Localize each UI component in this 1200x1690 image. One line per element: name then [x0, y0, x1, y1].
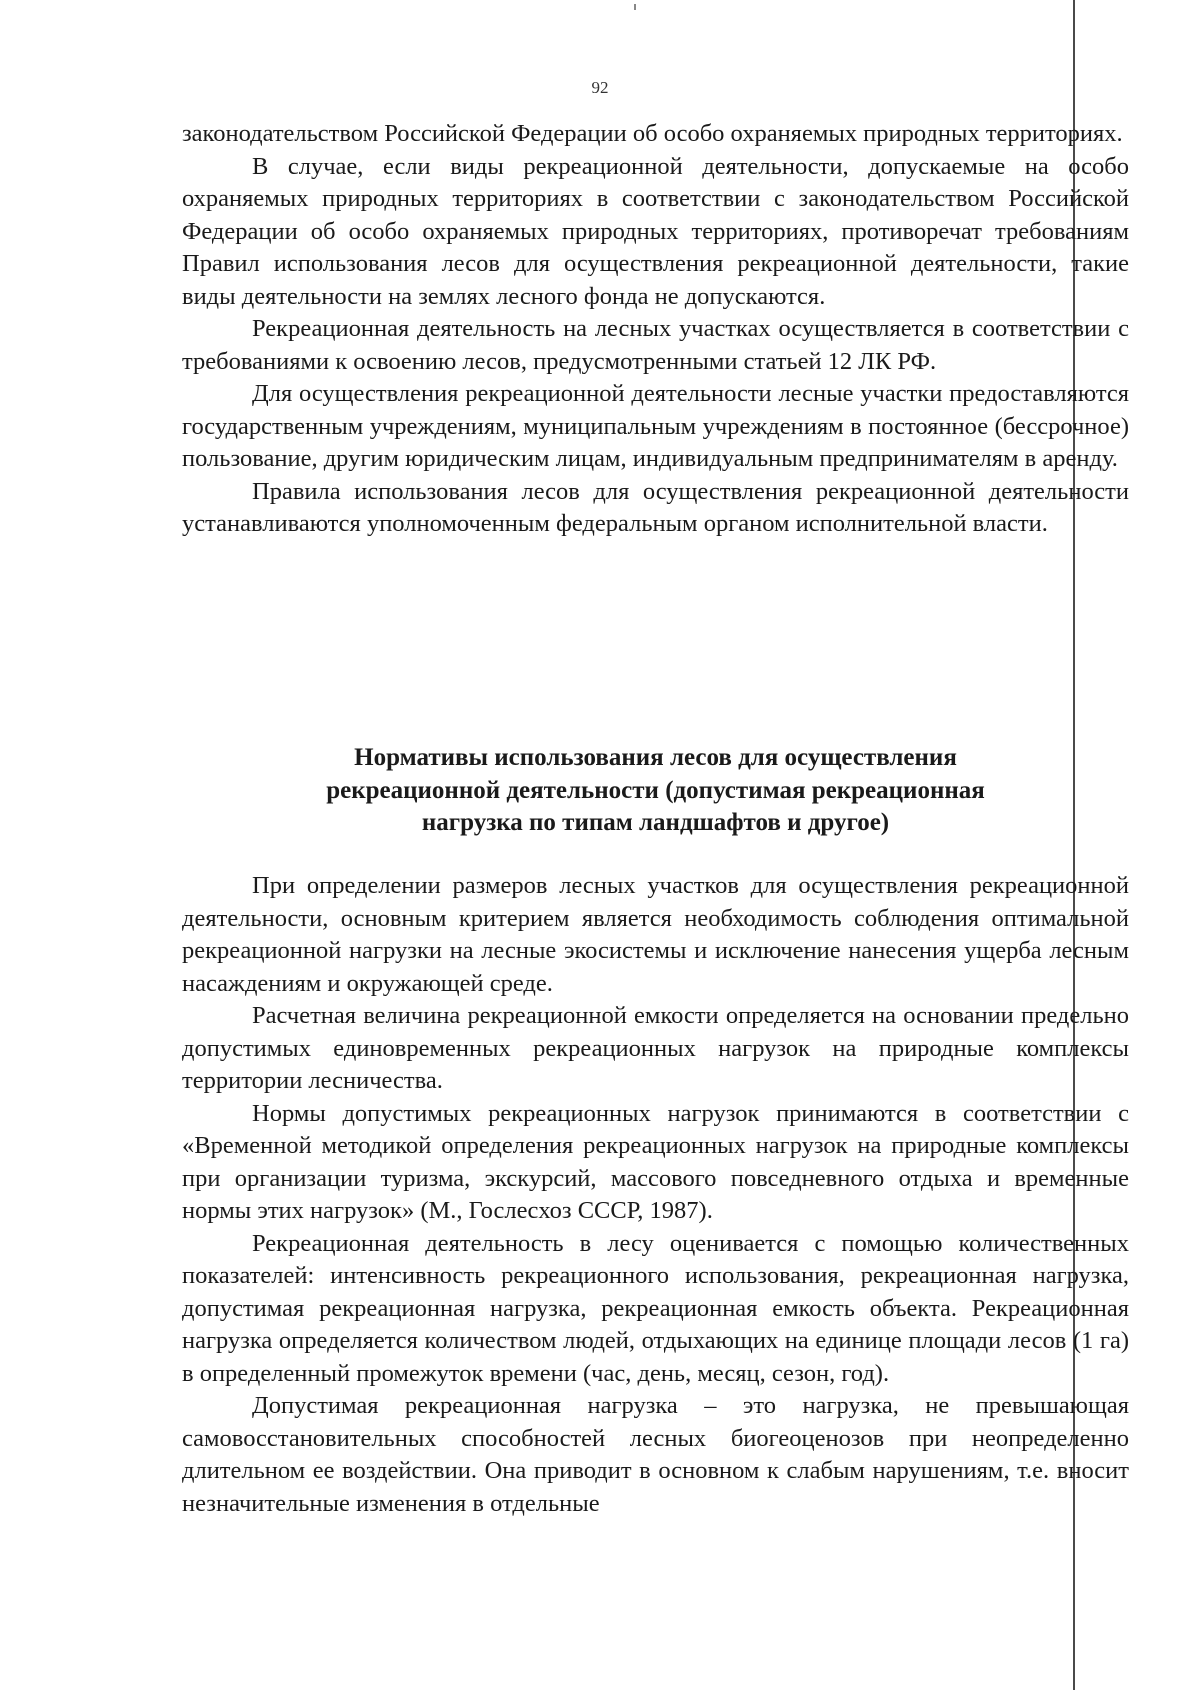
section-heading-line: Нормативы использования лесов для осуществления: [354, 744, 957, 771]
scan-artifact-mark: [634, 4, 636, 10]
page-number: 92: [591, 78, 609, 97]
section-heading: [182, 742, 1129, 840]
paragraph: Расчетная величина рекреационной емкости определяется на основании предельно допустимых единовременных рекреационных нагрузок на природные комплексы территории лесничества.: [182, 1002, 1129, 1094]
paragraph: В случае, если виды рекреационной деятельности, допускаемые на особо охраняемых природных территориях в соответствии с законодательством Российской Федерации об особо охраняемых природных территориях, противоречат требованиям Правил использования лесов для осуществления рекреационной деятельности, такие виды деятельности на землях лесного фонда не допускаются.: [182, 152, 1129, 310]
body-text-top: [182, 118, 1129, 541]
paragraph: Рекреационная деятельность в лесу оценивается с помощью количественных показателей: интенсивность рекреационного использования, рекреационная нагрузка, допустимая рекреационная нагрузка, рекреационная емкость объекта. Рекреационная нагрузка определяется количеством людей, отдыхающих на единице площади лесов (1 га) в определенный промежуток времени (час, день, месяц, сезон, год).: [182, 1229, 1129, 1387]
section-heading-line: рекреационной деятельности (допустимая рекреационная: [326, 776, 985, 804]
paragraph: Для осуществления рекреационной деятельности лесные участки предоставляются государственным учреждениям, муниципальным учреждениям в постоянное (бессрочное) пользование, другим юридическим лицам, индивидуальным предпринимателям в аренду.: [182, 380, 1129, 472]
body-text-bottom: [182, 870, 1129, 1520]
section-heading-line: нагрузка по типам ландшафтов и другое): [421, 809, 890, 836]
paragraph-continuation: законодательством Российской Федерации об особо охраняемых природных территориях.: [182, 120, 1123, 147]
paragraph: Допустимая рекреационная нагрузка – это нагрузка, не превышающая самовосстановительных способностей лесных биогеоценозов при неопределенно длительном ее воздействии. Она приводит в основном к слабым нарушениям, т.е. вносит незначительные изменения в отдельные: [182, 1392, 1129, 1517]
paragraph: Рекреационная деятельность на лесных участках осуществляется в соответствии с требованиями к освоению лесов, предусмотренными статьей 12 ЛК РФ.: [182, 315, 1129, 375]
paragraph: Нормы допустимых рекреационных нагрузок принимаются в соответствии с «Временной методикой определения рекреационных нагрузок на природные комплексы при организации туризма, экскурсий, массового повседневного отдыха и временные нормы этих нагрузок» (М., Гослеcхоз СССР, 1987).: [182, 1099, 1129, 1224]
paragraph: При определении размеров лесных участков для осуществления рекреационной деятельности, основным критерием является необходимость соблюдения оптимальной рекреационной нагрузки на лесные экосистемы и исключение нанесения ущерба лесным насаждениям и окружающей среде.: [182, 872, 1129, 997]
paragraph: Правила использования лесов для осуществления рекреационной деятельности устанавливаются уполномоченным федеральным органом исполнительной власти.: [182, 477, 1129, 537]
